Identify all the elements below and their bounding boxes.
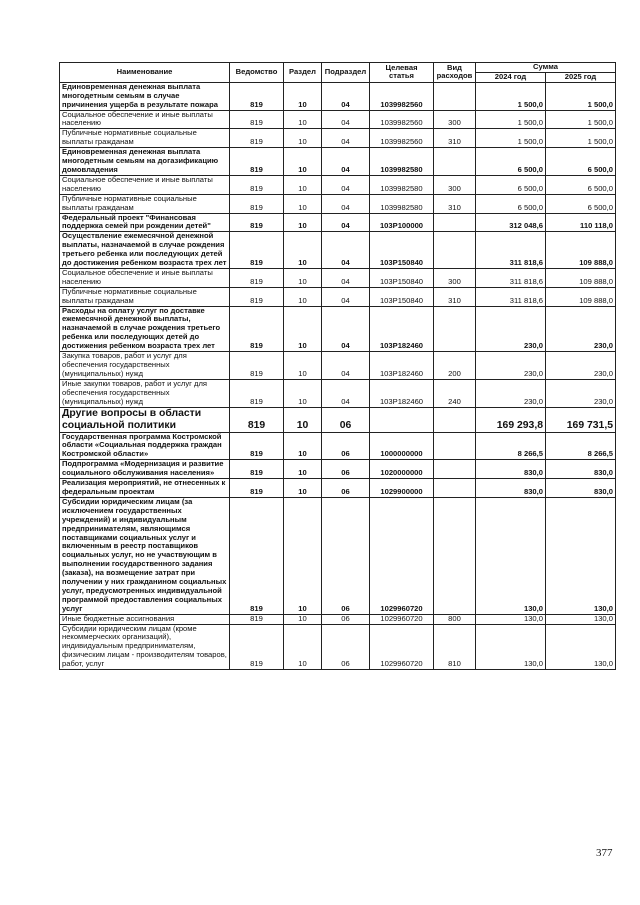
row-sum-2024: 312 048,6 — [476, 213, 546, 232]
row-name: Другие вопросы в области социальной политики — [60, 407, 230, 432]
row-sum-2025: 830,0 — [546, 479, 616, 498]
row-razdel: 10 — [284, 213, 322, 232]
row-razdel: 10 — [284, 379, 322, 407]
row-name: Социальное обеспечение и иные выплаты населению — [60, 175, 230, 194]
row-sum-2025: 1 500,0 — [546, 129, 616, 148]
row-sum-2024: 1 500,0 — [476, 82, 546, 110]
row-name: Публичные нормативные социальные выплаты гражданам — [60, 129, 230, 148]
row-vid-rashodov: 810 — [434, 624, 476, 670]
row-vid-rashodov — [434, 479, 476, 498]
table-row — [60, 379, 616, 407]
row-sum-2024: 130,0 — [476, 614, 546, 624]
row-name: Публичные нормативные социальные выплаты гражданам — [60, 194, 230, 213]
row-sum-2024: 230,0 — [476, 306, 546, 352]
row-vedomstvo: 819 — [230, 194, 284, 213]
row-celevaya-statya: 1039982580 — [370, 148, 434, 176]
row-name: Единовременная денежная выплата многодетным семьям в случае причинения ущерба в результате пожара — [60, 82, 230, 110]
row-vedomstvo: 819 — [230, 287, 284, 306]
header-year-2025: 2025 год — [546, 72, 616, 82]
row-vedomstvo: 819 — [230, 460, 284, 479]
row-vedomstvo: 819 — [230, 497, 284, 614]
row-vedomstvo: 819 — [230, 614, 284, 624]
row-vedomstvo: 819 — [230, 432, 284, 460]
table-row — [60, 268, 616, 287]
row-vid-rashodov: 310 — [434, 194, 476, 213]
page-number: 377 — [596, 847, 613, 859]
table-row — [60, 110, 616, 129]
row-sum-2024: 8 266,5 — [476, 432, 546, 460]
row-vedomstvo: 819 — [230, 232, 284, 269]
row-sum-2025: 8 266,5 — [546, 432, 616, 460]
row-celevaya-statya: 1039982560 — [370, 82, 434, 110]
row-sum-2024: 311 818,6 — [476, 232, 546, 269]
table-row — [60, 148, 616, 176]
header-podrazdel: Подраздел — [322, 63, 370, 83]
row-sum-2024: 230,0 — [476, 379, 546, 407]
row-razdel: 10 — [284, 148, 322, 176]
row-podrazdel: 04 — [322, 194, 370, 213]
header-summa: Сумма — [476, 63, 616, 73]
row-podrazdel: 04 — [322, 268, 370, 287]
row-name: Федеральный проект "Финансовая поддержка семей при рождении детей" — [60, 213, 230, 232]
header-vid-rashodov: Вид расходов — [434, 63, 476, 83]
row-name: Иные закупки товаров, работ и услуг для обеспечения государственных (муниципальных) нужд — [60, 379, 230, 407]
row-celevaya-statya: 103P150840 — [370, 287, 434, 306]
row-razdel: 10 — [284, 232, 322, 269]
row-razdel: 10 — [284, 432, 322, 460]
row-name: Осуществление ежемесячной денежной выплаты, назначаемой в случае рождения третьего ребенка или последующих детей до достижения ребенком возраста трех лет — [60, 232, 230, 269]
row-sum-2025: 830,0 — [546, 460, 616, 479]
row-sum-2024: 1 500,0 — [476, 129, 546, 148]
table-row — [60, 175, 616, 194]
table-body — [60, 82, 616, 669]
row-vid-rashodov — [434, 407, 476, 432]
row-razdel: 10 — [284, 407, 322, 432]
row-sum-2024: 130,0 — [476, 624, 546, 670]
row-sum-2025: 109 888,0 — [546, 232, 616, 269]
row-podrazdel: 04 — [322, 379, 370, 407]
row-vid-rashodov — [434, 432, 476, 460]
table-row — [60, 129, 616, 148]
row-podrazdel: 04 — [322, 148, 370, 176]
row-razdel: 10 — [284, 479, 322, 498]
row-vedomstvo: 819 — [230, 268, 284, 287]
row-vedomstvo: 819 — [230, 624, 284, 670]
row-celevaya-statya: 1000000000 — [370, 432, 434, 460]
row-razdel: 10 — [284, 175, 322, 194]
row-name: Социальное обеспечение и иные выплаты населению — [60, 110, 230, 129]
row-vedomstvo: 819 — [230, 306, 284, 352]
row-celevaya-statya: 1039982560 — [370, 129, 434, 148]
table-row — [60, 194, 616, 213]
row-name: Социальное обеспечение и иные выплаты населению — [60, 268, 230, 287]
row-podrazdel: 06 — [322, 407, 370, 432]
row-name: Расходы на оплату услуг по доставке ежемесячной денежной выплаты, назначаемой в случае рождения третьего ребенка или последующих детей до достижения ребенком возраста трех лет — [60, 306, 230, 352]
table-row — [60, 497, 616, 614]
row-name: Единовременная денежная выплата многодетным семьям на догазификацию домовладения — [60, 148, 230, 176]
row-celevaya-statya: 1020000000 — [370, 460, 434, 479]
row-sum-2025: 6 500,0 — [546, 175, 616, 194]
table-row — [60, 614, 616, 624]
row-sum-2024: 6 500,0 — [476, 194, 546, 213]
row-sum-2025: 1 500,0 — [546, 110, 616, 129]
row-vid-rashodov: 800 — [434, 614, 476, 624]
row-vid-rashodov — [434, 82, 476, 110]
row-sum-2024: 830,0 — [476, 460, 546, 479]
row-celevaya-statya: 103P182460 — [370, 306, 434, 352]
row-sum-2024: 311 818,6 — [476, 268, 546, 287]
header-celevaya-statya: Целевая статья — [370, 63, 434, 83]
row-vedomstvo: 819 — [230, 479, 284, 498]
row-podrazdel: 04 — [322, 175, 370, 194]
row-podrazdel: 06 — [322, 432, 370, 460]
row-razdel: 10 — [284, 110, 322, 129]
row-celevaya-statya: 1029960720 — [370, 614, 434, 624]
row-vid-rashodov — [434, 460, 476, 479]
row-vid-rashodov: 310 — [434, 287, 476, 306]
row-celevaya-statya: 1039982580 — [370, 175, 434, 194]
row-celevaya-statya: 103P182460 — [370, 352, 434, 380]
row-vedomstvo: 819 — [230, 352, 284, 380]
row-name: Иные бюджетные ассигнования — [60, 614, 230, 624]
table-row — [60, 460, 616, 479]
header-year-2024: 2024 год — [476, 72, 546, 82]
row-sum-2025: 230,0 — [546, 306, 616, 352]
row-vedomstvo: 819 — [230, 82, 284, 110]
row-vedomstvo: 819 — [230, 379, 284, 407]
row-vid-rashodov: 300 — [434, 110, 476, 129]
row-vedomstvo: 819 — [230, 129, 284, 148]
row-name: Субсидии юридическим лицам (кроме некоммерческих организаций), индивидуальным предпринимателям, физическим лицам - производителям товаров, работ, услуг — [60, 624, 230, 670]
row-razdel: 10 — [284, 306, 322, 352]
row-vid-rashodov — [434, 148, 476, 176]
row-vedomstvo: 819 — [230, 213, 284, 232]
row-sum-2025: 109 888,0 — [546, 287, 616, 306]
table-row — [60, 82, 616, 110]
row-podrazdel: 06 — [322, 460, 370, 479]
row-vid-rashodov — [434, 232, 476, 269]
row-sum-2025: 109 888,0 — [546, 268, 616, 287]
header-name: Наименование — [60, 63, 230, 83]
row-name: Субсидии юридическим лицам (за исключением государственных учреждений) и индивидуальным предпринимателям, являющимся поставщиками социальных услуг и включенным в реестр поставщиков социальных услуг, но не участвующим в выполнении государственного задания (заказа), на возмещение затрат при получении у них гражданином социальных услуг, предусмотренных индивидуальной программой предоставления социальных услуг — [60, 497, 230, 614]
row-sum-2025: 169 731,5 — [546, 407, 616, 432]
row-celevaya-statya: 103P100000 — [370, 213, 434, 232]
row-sum-2024: 130,0 — [476, 497, 546, 614]
row-sum-2025: 6 500,0 — [546, 194, 616, 213]
row-razdel: 10 — [284, 497, 322, 614]
row-sum-2024: 230,0 — [476, 352, 546, 380]
row-celevaya-statya: 1039982560 — [370, 110, 434, 129]
row-podrazdel: 04 — [322, 213, 370, 232]
row-sum-2025: 110 118,0 — [546, 213, 616, 232]
row-celevaya-statya: 1039982580 — [370, 194, 434, 213]
row-podrazdel: 06 — [322, 497, 370, 614]
table-row — [60, 432, 616, 460]
row-celevaya-statya: 1029960720 — [370, 624, 434, 670]
row-celevaya-statya: 103P150840 — [370, 232, 434, 269]
row-celevaya-statya: 103P182460 — [370, 379, 434, 407]
row-sum-2024: 169 293,8 — [476, 407, 546, 432]
row-sum-2025: 130,0 — [546, 624, 616, 670]
row-podrazdel: 04 — [322, 82, 370, 110]
row-razdel: 10 — [284, 460, 322, 479]
row-sum-2024: 830,0 — [476, 479, 546, 498]
row-celevaya-statya: 103P150840 — [370, 268, 434, 287]
row-vedomstvo: 819 — [230, 110, 284, 129]
row-sum-2025: 230,0 — [546, 379, 616, 407]
row-razdel: 10 — [284, 287, 322, 306]
row-podrazdel: 06 — [322, 479, 370, 498]
table-row — [60, 624, 616, 670]
table-row — [60, 306, 616, 352]
row-vid-rashodov: 240 — [434, 379, 476, 407]
row-razdel: 10 — [284, 194, 322, 213]
row-podrazdel: 04 — [322, 129, 370, 148]
row-sum-2024: 1 500,0 — [476, 110, 546, 129]
row-sum-2025: 130,0 — [546, 497, 616, 614]
table-row — [60, 479, 616, 498]
row-name: Закупка товаров, работ и услуг для обеспечения государственных (муниципальных) нужд — [60, 352, 230, 380]
budget-table — [59, 62, 616, 670]
row-sum-2025: 230,0 — [546, 352, 616, 380]
row-podrazdel: 06 — [322, 614, 370, 624]
row-celevaya-statya: 1029960720 — [370, 497, 434, 614]
row-sum-2025: 130,0 — [546, 614, 616, 624]
row-vid-rashodov: 200 — [434, 352, 476, 380]
row-vid-rashodov — [434, 497, 476, 614]
row-sum-2025: 1 500,0 — [546, 82, 616, 110]
row-vedomstvo: 819 — [230, 407, 284, 432]
row-razdel: 10 — [284, 352, 322, 380]
table-row — [60, 213, 616, 232]
header-vedomstvo: Ведомство — [230, 63, 284, 83]
row-sum-2024: 6 500,0 — [476, 148, 546, 176]
row-podrazdel: 04 — [322, 232, 370, 269]
row-sum-2024: 6 500,0 — [476, 175, 546, 194]
row-razdel: 10 — [284, 129, 322, 148]
row-podrazdel: 04 — [322, 110, 370, 129]
row-razdel: 10 — [284, 624, 322, 670]
row-razdel: 10 — [284, 268, 322, 287]
row-razdel: 10 — [284, 82, 322, 110]
row-podrazdel: 04 — [322, 352, 370, 380]
row-podrazdel: 04 — [322, 306, 370, 352]
row-name: Реализация мероприятий, не отнесенных к федеральным проектам — [60, 479, 230, 498]
row-vid-rashodov: 310 — [434, 129, 476, 148]
row-razdel: 10 — [284, 614, 322, 624]
row-name: Подпрограмма «Модернизация и развитие социального обслуживания населения» — [60, 460, 230, 479]
row-vid-rashodov: 300 — [434, 268, 476, 287]
row-vid-rashodov — [434, 306, 476, 352]
row-celevaya-statya: 1029900000 — [370, 479, 434, 498]
table-row — [60, 232, 616, 269]
row-vedomstvo: 819 — [230, 175, 284, 194]
row-vid-rashodov: 300 — [434, 175, 476, 194]
row-podrazdel: 04 — [322, 287, 370, 306]
row-sum-2024: 311 818,6 — [476, 287, 546, 306]
table-row — [60, 352, 616, 380]
table-row — [60, 287, 616, 306]
table-row — [60, 407, 616, 432]
row-podrazdel: 06 — [322, 624, 370, 670]
row-name: Государственная программа Костромской области «Социальная поддержка граждан Костромской области» — [60, 432, 230, 460]
row-sum-2025: 6 500,0 — [546, 148, 616, 176]
header-razdel: Раздел — [284, 63, 322, 83]
row-vedomstvo: 819 — [230, 148, 284, 176]
row-vid-rashodov — [434, 213, 476, 232]
row-celevaya-statya — [370, 407, 434, 432]
row-name: Публичные нормативные социальные выплаты гражданам — [60, 287, 230, 306]
